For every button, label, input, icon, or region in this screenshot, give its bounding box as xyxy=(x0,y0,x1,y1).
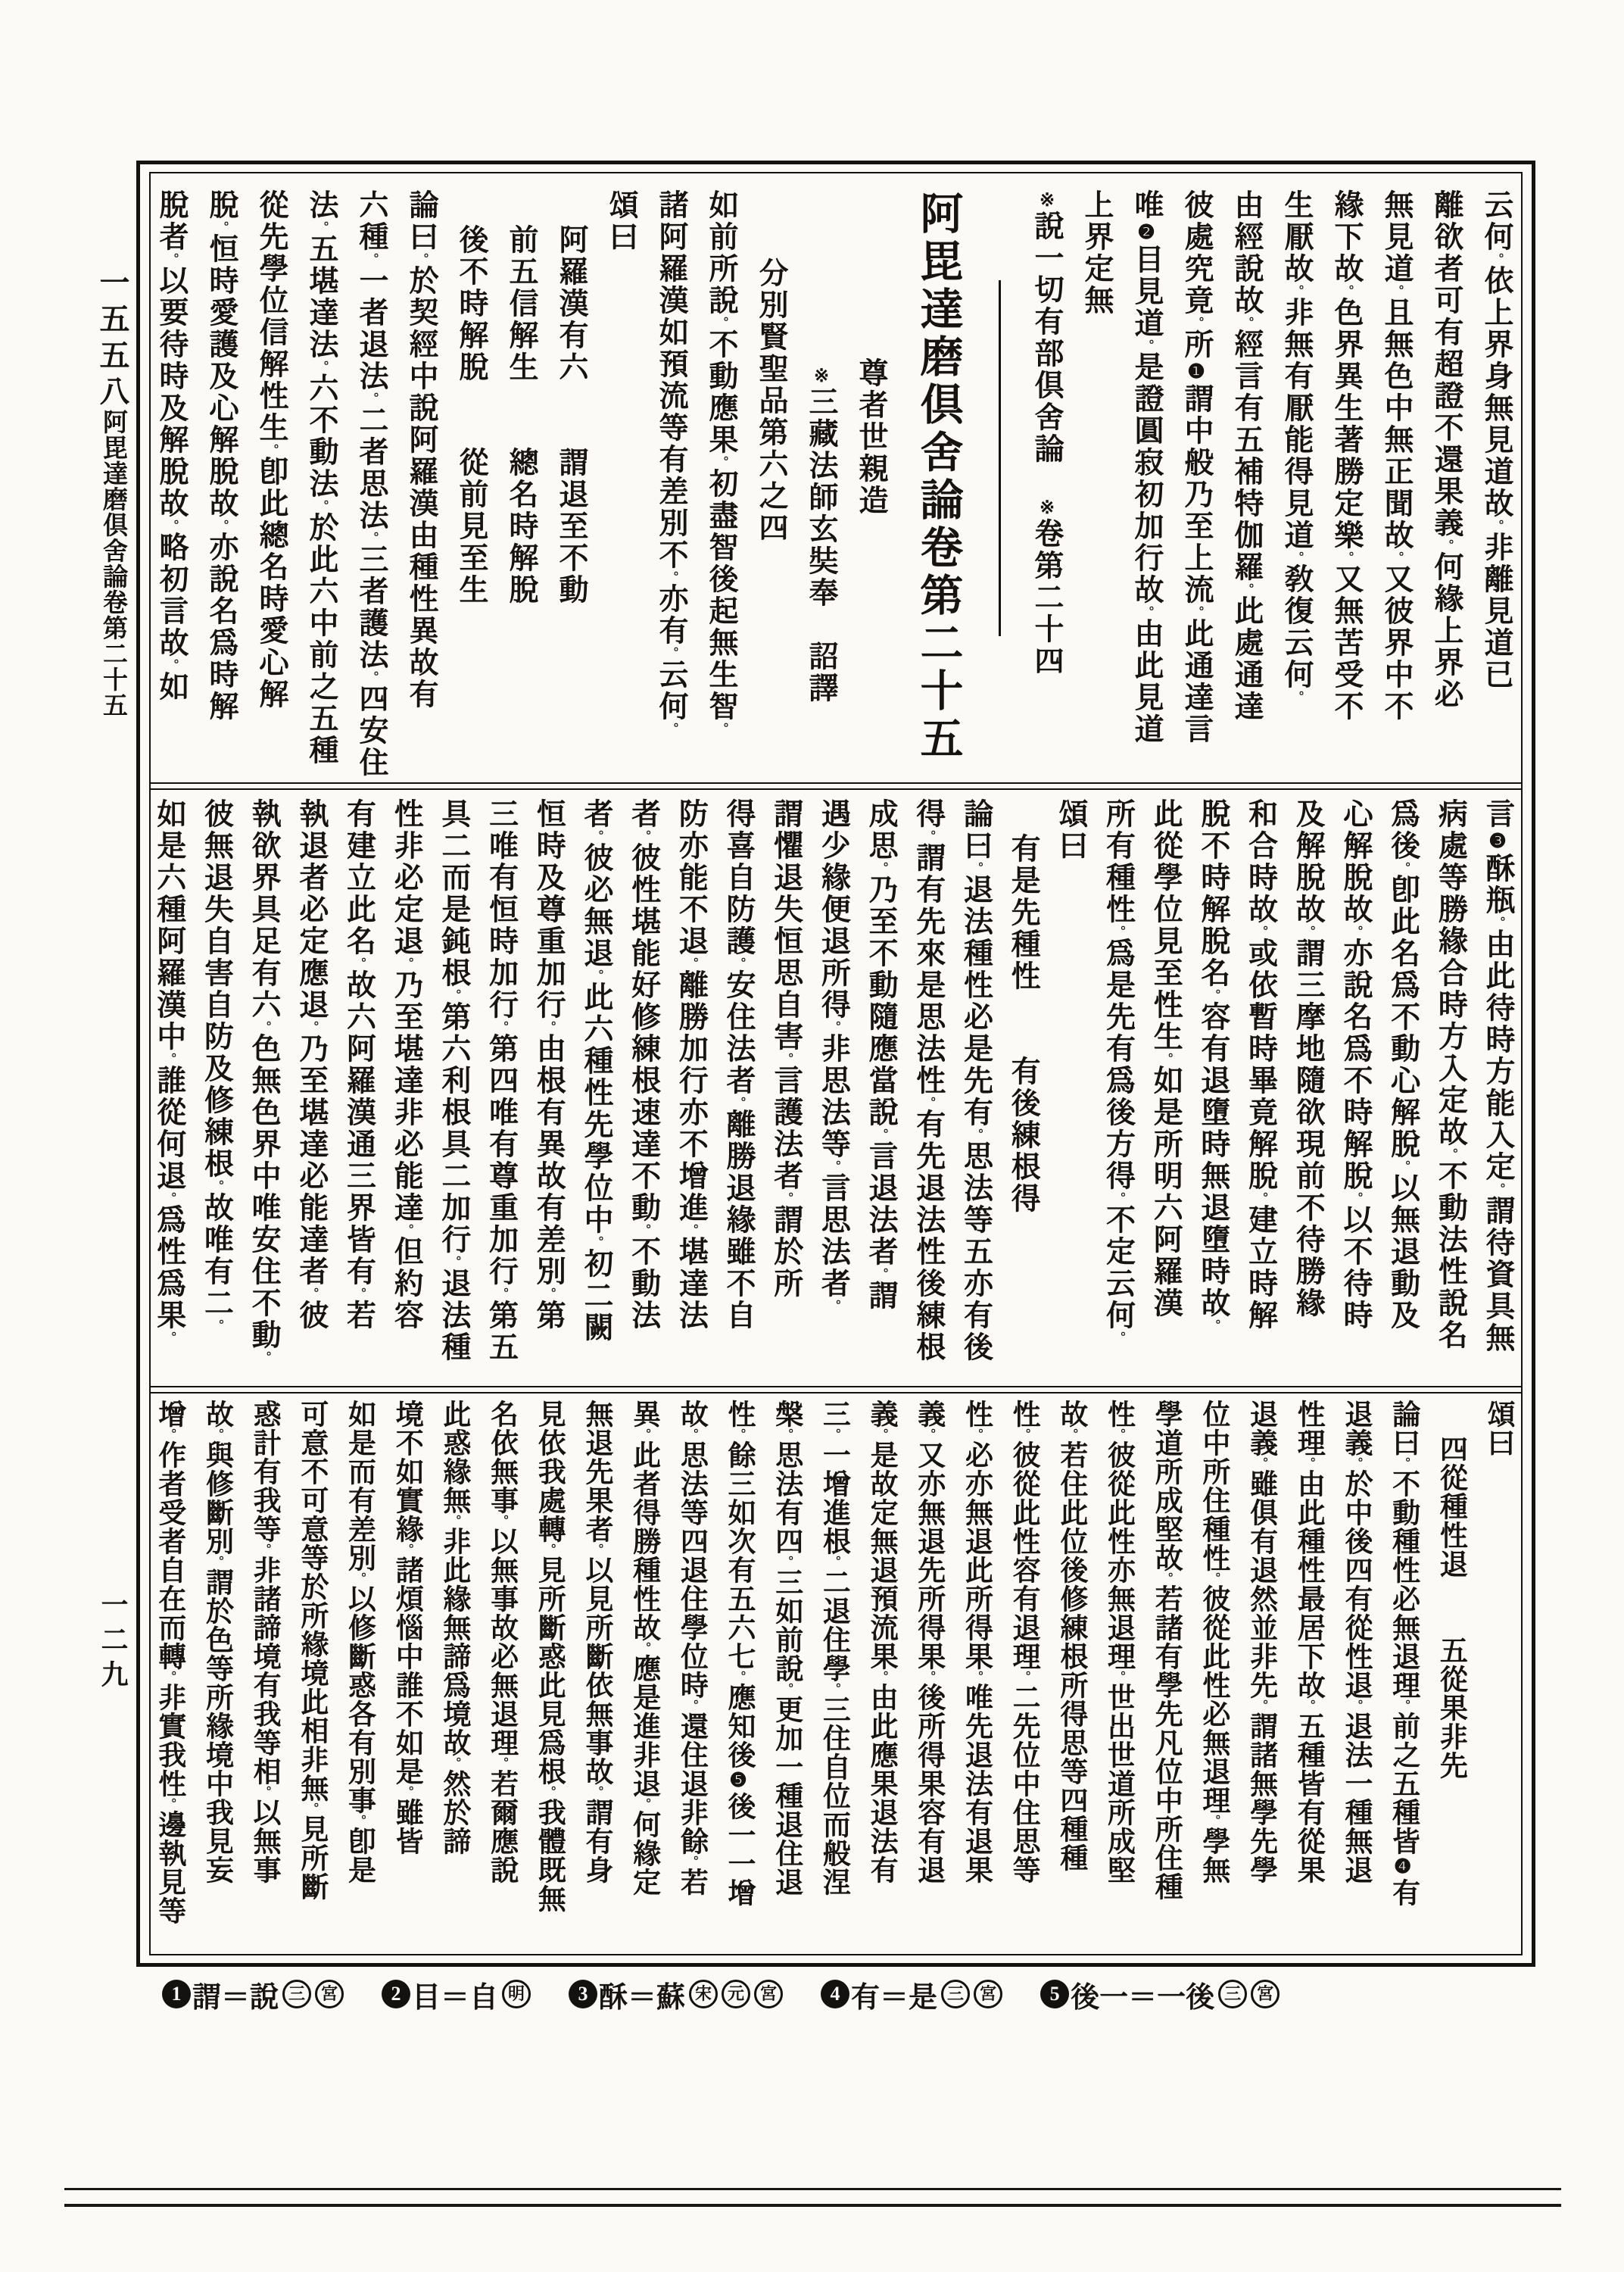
punctuation-mark: 。 xyxy=(1240,317,1253,329)
punctuation-mark: 。 xyxy=(1190,606,1203,618)
text-column: 可意不可意等於所緣境此相非無。見所斷 xyxy=(295,1400,327,1901)
punctuation-mark: 。 xyxy=(589,830,603,842)
footnote-marker-icon: ❶ xyxy=(1186,360,1208,383)
punctuation-mark: 。 xyxy=(400,1543,413,1556)
punctuation-mark: 。 xyxy=(1159,1053,1173,1065)
footnote-item xyxy=(1040,1974,1280,2015)
punctuation-mark: 。 xyxy=(365,671,378,683)
punctuation-mark: 。 xyxy=(1254,1457,1267,1469)
punctuation-mark: 。 xyxy=(257,1021,271,1033)
punctuation-mark: 。 xyxy=(779,1683,793,1695)
text-column: 尊者世親造 xyxy=(855,357,887,517)
text-column: 退義。雖俱有退然並非先。謂諸無學先學 xyxy=(1245,1400,1276,1884)
text-column: 彼處究竟。所❶謂中般乃至上流。此通達言 xyxy=(1180,189,1213,745)
text-column: 槃。思法有四。三如前說。更加一種退住退 xyxy=(770,1400,802,1896)
collation-star-icon: ※ xyxy=(1036,189,1056,211)
punctuation-mark: 。 xyxy=(447,989,460,1001)
punctuation-mark: 。 xyxy=(210,1180,223,1192)
punctuation-mark: 。 xyxy=(542,1287,556,1300)
punctuation-mark: 。 xyxy=(732,957,745,969)
punctuation-mark: 。 xyxy=(1159,1572,1173,1584)
punctuation-mark: 。 xyxy=(715,722,728,735)
punctuation-mark: 。 xyxy=(874,1128,888,1141)
punctuation-mark: 。 xyxy=(1348,1699,1362,1712)
punctuation-mark: 。 xyxy=(1490,253,1503,265)
punctuation-mark: 。 xyxy=(1301,1699,1315,1712)
punctuation-mark: 。 xyxy=(304,1287,318,1300)
punctuation-mark: 。 xyxy=(1064,1428,1077,1440)
punctuation-mark: 。 xyxy=(732,1097,745,1109)
text-column: 云何。依上界身無見道故。非離見道已 xyxy=(1480,189,1513,691)
punctuation-mark: 。 xyxy=(1490,520,1503,532)
punctuation-mark: 。 xyxy=(1440,539,1453,551)
punctuation-mark: 。 xyxy=(1140,606,1153,618)
collation-star-icon: ※ xyxy=(1036,497,1056,518)
punctuation-mark: 。 xyxy=(874,862,888,874)
punctuation-mark: 。 xyxy=(715,317,728,329)
punctuation-mark: 。 xyxy=(415,253,428,265)
witness-siglum-badge: 宮 xyxy=(974,1980,1002,2008)
text-column: 見依我處轉。見所斷惑此見爲根。我體既無 xyxy=(533,1400,565,1913)
text-column: 爲後。卽此名爲不動心解脫。以無退動及 xyxy=(1386,798,1420,1331)
witness-siglum-badge: 三 xyxy=(282,1980,311,2008)
text-column: 後不時解脫 從前見至生 xyxy=(455,224,488,606)
punctuation-mark: 。 xyxy=(589,969,603,982)
text-column: 得。謂有先來是思法性。有先退法性後練根 xyxy=(912,798,945,1363)
punctuation-mark: 。 xyxy=(542,1021,556,1033)
register-top xyxy=(151,189,1521,782)
text-column: 增。作者受者自在而轉。非實我性。邊執見等 xyxy=(153,1400,185,1925)
footnote-number-icon: 2 xyxy=(382,1980,410,2008)
punctuation-mark: 。 xyxy=(589,1543,603,1556)
punctuation-mark: 。 xyxy=(684,957,698,969)
footnote-item xyxy=(569,1974,783,2015)
punctuation-mark: 。 xyxy=(874,1268,888,1280)
text-column: 上界定無 xyxy=(1080,189,1113,317)
punctuation-mark: 。 xyxy=(352,1572,366,1584)
text-column: 和合時故。或依暫時畢竟解脫。建立時解 xyxy=(1244,798,1277,1331)
punctuation-mark: 。 xyxy=(637,1224,650,1236)
witness-siglum-badge: 宮 xyxy=(315,1980,344,2008)
text-column: 緣下故。色界異生著勝定樂。又無苦受不 xyxy=(1330,189,1363,722)
punctuation-mark: 。 xyxy=(1206,1572,1220,1584)
punctuation-mark: 。 xyxy=(1111,1192,1125,1204)
punctuation-mark: 。 xyxy=(665,647,678,659)
footnote-marker-icon: ❸ xyxy=(1487,830,1509,853)
footnote-variant-text: 有＝是 xyxy=(851,1981,938,2014)
text-column: 論曰。退法種性必是先有。思法等五亦有後 xyxy=(959,798,993,1363)
punctuation-mark: 。 xyxy=(494,1287,508,1300)
text-column: 生厭故。非無有厭能得見道。敎復云何。 xyxy=(1280,189,1313,703)
punctuation-mark: 。 xyxy=(1396,1457,1410,1469)
footnote-variant-text: 後一＝一後 xyxy=(1071,1981,1215,2014)
text-column: 防亦能不退。離勝加行亦不增進。堪達法 xyxy=(675,798,708,1331)
punctuation-mark: 。 xyxy=(827,1556,840,1568)
witness-siglum-badge: 元 xyxy=(722,1980,750,2008)
punctuation-mark: 。 xyxy=(1396,1699,1410,1712)
punctuation-mark: 。 xyxy=(1396,1160,1410,1172)
text-column: 如前所說。不動應果。初盡智後起無生智。 xyxy=(705,189,737,735)
text-column: 性。餘三如次有五六七。應知後❺後一一增 xyxy=(723,1400,754,1907)
punctuation-mark: 。 xyxy=(1492,1183,1504,1195)
text-column: 阿羅漢有六 謂退至不動 xyxy=(555,224,588,606)
punctuation-mark: 。 xyxy=(637,830,650,842)
punctuation-mark: 。 xyxy=(732,1428,745,1440)
punctuation-mark: 。 xyxy=(715,456,728,468)
text-column: 三唯有恒時加行。第四唯有尊重加行。第五 xyxy=(485,798,518,1363)
footnote-marker-icon: ❺ xyxy=(728,1769,750,1792)
text-column: 彼無退失自害自防及修練根。故唯有二。 xyxy=(200,798,233,1331)
punctuation-mark: 。 xyxy=(162,1428,176,1440)
punctuation-mark: 。 xyxy=(874,1671,888,1683)
witness-siglum-badge: 三 xyxy=(1218,1980,1247,2008)
punctuation-mark: 。 xyxy=(215,520,228,532)
text-column: 言❸酥瓶。由此待時方能入定。謂待資具無 xyxy=(1482,798,1514,1354)
punctuation-mark: 。 xyxy=(1348,1192,1362,1204)
punctuation-mark: 。 xyxy=(400,1224,413,1236)
punctuation-mark: 。 xyxy=(162,1671,176,1683)
text-column: 退義。於中後四有從性退。退法一種無退 xyxy=(1339,1400,1371,1884)
text-column: 得喜自防護。安住法者。離勝退緣雖不自 xyxy=(722,798,755,1331)
text-column: 者。彼必無退。此六種性先學位中。初二闕 xyxy=(579,798,613,1344)
text-column: 學道所成堅故。若諸有學先凡位中所住種 xyxy=(1150,1400,1182,1901)
punctuation-mark: 。 xyxy=(827,1683,840,1695)
text-column: 成思。乃至不動隨應當說。言退法者。謂 xyxy=(865,798,898,1312)
text-column: ※三藏法師玄奘奉 詔譯 xyxy=(805,365,837,704)
text-column: 無退先果者。以見所斷依無事故。謂有身 xyxy=(580,1400,612,1884)
punctuation-mark: 。 xyxy=(1390,285,1403,297)
punctuation-mark: 。 xyxy=(589,1786,603,1798)
register-divider-lower-2 xyxy=(151,1392,1521,1393)
text-column: 脫不時解脫名。容有退墮時無退墮時故。 xyxy=(1196,798,1230,1331)
punctuation-mark: 。 xyxy=(162,1192,176,1204)
punctuation-mark: 。 xyxy=(1111,1331,1125,1344)
text-column: 者。彼性堪能好修練根速達不動。不動法 xyxy=(627,798,660,1331)
punctuation-mark: 。 xyxy=(969,862,983,874)
punctuation-mark: 。 xyxy=(162,1053,176,1065)
punctuation-mark: 。 xyxy=(637,1428,650,1440)
punctuation-mark: 。 xyxy=(162,1798,176,1810)
punctuation-mark: 。 xyxy=(969,1128,983,1141)
footnote-variant-text: 目＝自 xyxy=(412,1981,499,2014)
text-column: 如是六種阿羅漢中。誰從何退。爲性爲果。 xyxy=(152,798,185,1344)
footnote-item xyxy=(382,1974,531,2015)
punctuation-mark: 。 xyxy=(969,1428,983,1440)
folio-number: 一二九 xyxy=(98,1590,128,1695)
punctuation-mark: 。 xyxy=(447,1256,460,1268)
punctuation-mark: 。 xyxy=(210,1428,223,1440)
footnote-marker-icon: ❹ xyxy=(1392,1855,1414,1878)
punctuation-mark: 。 xyxy=(210,1319,223,1331)
punctuation-mark: 。 xyxy=(1017,1671,1030,1683)
punctuation-mark: 。 xyxy=(265,444,278,456)
punctuation-mark: 。 xyxy=(315,221,328,233)
text-column: 執退者必定應退。乃至堪達必能達者。彼 xyxy=(295,798,328,1331)
margin-running-title: 阿毘達磨倶舍論卷第二十五 xyxy=(99,409,126,718)
punctuation-mark: 。 xyxy=(637,1642,650,1654)
text-column: 境不如實緣。諸煩惱中誰不如是。雖皆 xyxy=(391,1400,422,1855)
punctuation-mark: 。 xyxy=(1348,1457,1362,1469)
punctuation-mark: 。 xyxy=(352,1287,366,1300)
punctuation-mark: 。 xyxy=(921,830,935,842)
punctuation-mark: 。 xyxy=(542,1786,556,1798)
punctuation-mark: 。 xyxy=(257,1351,271,1363)
punctuation-mark: 。 xyxy=(257,1786,271,1798)
punctuation-mark: 。 xyxy=(684,1428,698,1440)
punctuation-mark: 。 xyxy=(447,1757,460,1769)
footnote-number-icon: 4 xyxy=(821,1980,849,2008)
text-column: 位中所住種性。彼從此性必無退理。學無 xyxy=(1197,1400,1229,1884)
text-column: 由經說故。經言有五補特伽羅。此處通達 xyxy=(1230,189,1263,722)
text-column: 義。是故定無退預流果。由此應果退法有 xyxy=(865,1400,897,1884)
text-column: 從先學位信解性生。卽此總名時愛心解 xyxy=(255,189,288,710)
punctuation-mark: 。 xyxy=(365,392,378,404)
punctuation-mark: 。 xyxy=(1240,583,1253,595)
fascicle-title-column: 阿毘達磨倶舍論卷第二十五 xyxy=(914,191,962,763)
text-column: 性非必定退。乃至堪達非必能達。但約容 xyxy=(390,798,423,1331)
punctuation-mark: 。 xyxy=(304,1802,318,1815)
text-column: 病處等勝緣合時方入定故。不動法性說名 xyxy=(1434,798,1467,1351)
punctuation-mark: 。 xyxy=(400,957,413,969)
punctuation-mark: 。 xyxy=(779,1428,793,1440)
punctuation-mark: 。 xyxy=(352,957,366,969)
footnote-number-icon: 3 xyxy=(569,1980,597,2008)
text-column: 分別賢聖品第六之四 xyxy=(755,257,787,544)
text-column: 故。若住此位後修練根所得思等四種種 xyxy=(1055,1400,1086,1872)
text-column: 有建立此名。故六阿羅漢通三界皆有。若 xyxy=(342,798,376,1331)
text-column: 諸阿羅漢如預流等有差別不。亦有。云何。 xyxy=(655,189,687,735)
punctuation-mark: 。 xyxy=(827,1300,840,1312)
punctuation-mark: 。 xyxy=(1492,916,1504,928)
text-column: 此從學位見至性生。如是所明六阿羅漢 xyxy=(1149,798,1183,1319)
punctuation-mark: 。 xyxy=(1111,1671,1125,1683)
text-column: 唯❷目見道。是證圓寂初加行故。由此見道 xyxy=(1130,189,1163,745)
punctuation-mark: 。 xyxy=(1444,1148,1457,1160)
punctuation-mark: 。 xyxy=(969,1671,983,1683)
text-column: 性。彼從此性容有退理。二先位中住思等 xyxy=(1008,1400,1040,1884)
punctuation-mark: 。 xyxy=(1290,691,1303,703)
punctuation-mark: 。 xyxy=(447,1515,460,1527)
section-divider-rule xyxy=(979,189,1021,782)
register-bottom xyxy=(151,1400,1521,1940)
punctuation-mark: 。 xyxy=(304,1021,318,1033)
footnote-apparatus-line xyxy=(162,1974,1449,2015)
text-column: 頌曰 xyxy=(605,189,637,253)
punctuation-mark: 。 xyxy=(365,253,378,265)
punctuation-mark: 。 xyxy=(1340,551,1353,563)
text-column: 無見道。且無色中無正聞故。又彼界中不 xyxy=(1380,189,1413,722)
punctuation-mark: 。 xyxy=(684,1855,698,1868)
text-column: 心解脫故。亦說名爲不時解脫。以不待時 xyxy=(1339,798,1372,1331)
punctuation-mark: 。 xyxy=(874,1428,888,1440)
punctuation-mark: 。 xyxy=(215,221,228,233)
punctuation-mark: 。 xyxy=(779,1556,793,1568)
punctuation-mark: 。 xyxy=(315,500,328,512)
text-column: 遇少緣便退所得。非思法等。言思法者。 xyxy=(817,798,850,1312)
punctuation-mark: 。 xyxy=(542,1543,556,1556)
witness-siglum-badge: 宮 xyxy=(754,1980,783,2008)
punctuation-mark: 。 xyxy=(165,253,178,265)
punctuation-mark: 。 xyxy=(921,1428,935,1440)
footnote-number-icon: 5 xyxy=(1040,1980,1069,2008)
text-column: 三。一增進根。二退住學。三住自位而般涅 xyxy=(818,1400,849,1896)
witness-siglum-badge: 宮 xyxy=(1251,1980,1280,2008)
text-column: 性。彼從此性亦無退理。世出世道所成堅 xyxy=(1102,1400,1134,1884)
punctuation-mark: 。 xyxy=(665,571,678,583)
text-column: ※說一切有部倶舍論 ※卷第二十四 xyxy=(1030,189,1063,677)
punctuation-mark: 。 xyxy=(494,1515,508,1527)
punctuation-mark: 。 xyxy=(1301,1457,1315,1469)
punctuation-mark: 。 xyxy=(1206,1319,1220,1331)
text-column: 論曰。不動種性必無退理。前之五種皆❹有 xyxy=(1387,1400,1419,1907)
text-column: 名依無事。以無事故必無退理。若爾應說 xyxy=(485,1400,517,1884)
punctuation-mark: 。 xyxy=(1340,285,1353,297)
text-column: 脫者。以要待時及解脫故。略初言故。如 xyxy=(155,189,188,703)
footnote-number-icon: 1 xyxy=(162,1980,191,2008)
witness-siglum-badge: 宋 xyxy=(689,1980,718,2008)
text-column: 及解脫故。謂三摩地隨欲現前不待勝緣 xyxy=(1292,798,1325,1319)
text-column: 如是而有差別。以修斷惑各有別事。卽是 xyxy=(343,1400,375,1884)
text-column: 此惑緣無。非此緣無諦爲境故。然於諦 xyxy=(438,1400,469,1855)
punctuation-mark: 。 xyxy=(1206,1815,1220,1827)
footnote-marker-icon: ❷ xyxy=(1136,221,1158,244)
text-column: 義。又亦無退先所得果。後所得果容有退 xyxy=(912,1400,944,1884)
punctuation-mark: 。 xyxy=(210,1556,223,1568)
margin-text-number: 一五五八 xyxy=(95,267,129,412)
text-column: 法。五堪達法。六不動法。於此六中前之五種 xyxy=(305,189,338,766)
text-column: 故。思法等四退住學位時。還住退非餘。若 xyxy=(675,1400,707,1896)
text-column: 離欲者可有超證不還果義。何緣上界必 xyxy=(1430,189,1463,710)
punctuation-mark: 。 xyxy=(1290,551,1303,563)
text-column: 謂懼退失恒思自害。言護法者。謂於所 xyxy=(769,798,803,1300)
footnote-variant-text: 謂＝說 xyxy=(192,1981,279,2014)
punctuation-mark: 。 xyxy=(589,1236,603,1248)
text-column: 異。此者得勝種性故。應是進非退。何緣定 xyxy=(628,1400,659,1896)
punctuation-mark: 。 xyxy=(1111,925,1125,938)
text-column: 四從種性退 五從果非先 xyxy=(1435,1434,1467,1780)
punctuation-mark: 。 xyxy=(665,722,678,735)
footnote-item xyxy=(821,1974,1002,2015)
punctuation-mark: 。 xyxy=(1017,1428,1030,1440)
punctuation-mark: 。 xyxy=(1290,285,1303,297)
footnote-variant-text: 酥＝蘇 xyxy=(599,1981,686,2014)
witness-siglum-badge: 三 xyxy=(941,1980,970,2008)
punctuation-mark: 。 xyxy=(827,1428,840,1440)
text-column: 具二而是鈍根。第六利根具二加行。退法種 xyxy=(437,798,470,1363)
punctuation-mark: 。 xyxy=(1348,925,1362,938)
punctuation-mark: 。 xyxy=(732,1671,745,1683)
punctuation-mark: 。 xyxy=(494,1757,508,1769)
punctuation-mark: 。 xyxy=(1390,551,1403,563)
punctuation-mark: 。 xyxy=(1140,339,1153,351)
text-column: 性理。由此種性最居下故。五種皆有從果 xyxy=(1292,1400,1324,1884)
punctuation-mark: 。 xyxy=(1111,1428,1125,1440)
text-column: 故。與修斷別。謂於色等所緣境中我見妄 xyxy=(201,1400,232,1884)
text-column: 頌曰 xyxy=(1482,1400,1513,1457)
punctuation-mark: 。 xyxy=(257,1543,271,1556)
text-column: 有是先種性 有後練根得 xyxy=(1007,833,1040,1215)
text-column: 所有種性。爲是先有爲後方得。不定云何。 xyxy=(1102,798,1135,1344)
punctuation-mark: 。 xyxy=(827,1160,840,1172)
text-column: 脫。恒時愛護及心解脫故。亦說名爲時解 xyxy=(205,189,238,722)
text-column: 恒時及尊重加行。由根有異故有差別。第 xyxy=(532,798,566,1331)
punctuation-mark: 。 xyxy=(400,1786,413,1798)
text-column: 論曰。於契經中說阿羅漢由種性異故有 xyxy=(405,189,438,710)
page-edge-line-upper xyxy=(64,2188,1561,2190)
text-column: 執欲界具足有六。色無色界中唯安住不動。 xyxy=(248,798,281,1363)
punctuation-mark: 。 xyxy=(637,1798,650,1810)
punctuation-mark: 。 xyxy=(921,1097,935,1109)
text-column: 性。必亦無退此所得果。唯先退法有退果 xyxy=(960,1400,992,1884)
text-column: 前五信解生 總名時解脫 xyxy=(505,224,538,606)
punctuation-mark: 。 xyxy=(165,659,178,671)
punctuation-mark: 。 xyxy=(827,1021,840,1033)
punctuation-mark: 。 xyxy=(1396,862,1410,874)
punctuation-mark: 。 xyxy=(1254,1192,1267,1204)
register-middle xyxy=(151,798,1521,1387)
punctuation-mark: 。 xyxy=(1254,1699,1267,1712)
footnote-item xyxy=(162,1974,344,2015)
punctuation-mark: 。 xyxy=(1190,317,1203,329)
page-edge-line-lower xyxy=(64,2204,1561,2207)
text-column: 頌曰 xyxy=(1054,798,1087,862)
text-column: 惑計有我等。非諸諦境有我等相。以無事 xyxy=(248,1400,280,1884)
witness-siglum-badge: 明 xyxy=(502,1980,531,2008)
collation-star-icon: ※ xyxy=(811,365,831,386)
punctuation-mark: 。 xyxy=(1206,989,1220,1001)
punctuation-mark: 。 xyxy=(352,1815,366,1827)
punctuation-mark: 。 xyxy=(684,1699,698,1712)
punctuation-mark: 。 xyxy=(165,520,178,532)
punctuation-mark: 。 xyxy=(162,1331,176,1344)
punctuation-mark: 。 xyxy=(1301,925,1315,938)
punctuation-mark: 。 xyxy=(684,1224,698,1236)
punctuation-mark: 。 xyxy=(365,532,378,544)
punctuation-mark: 。 xyxy=(921,1671,935,1683)
punctuation-mark: 。 xyxy=(494,1021,508,1033)
text-column: 六種。一者退法。二者思法。三者護法。四安住 xyxy=(355,189,388,779)
punctuation-mark: 。 xyxy=(779,1053,793,1065)
punctuation-mark: 。 xyxy=(779,1192,793,1204)
punctuation-mark: 。 xyxy=(315,360,328,373)
punctuation-mark: 。 xyxy=(1254,925,1267,938)
